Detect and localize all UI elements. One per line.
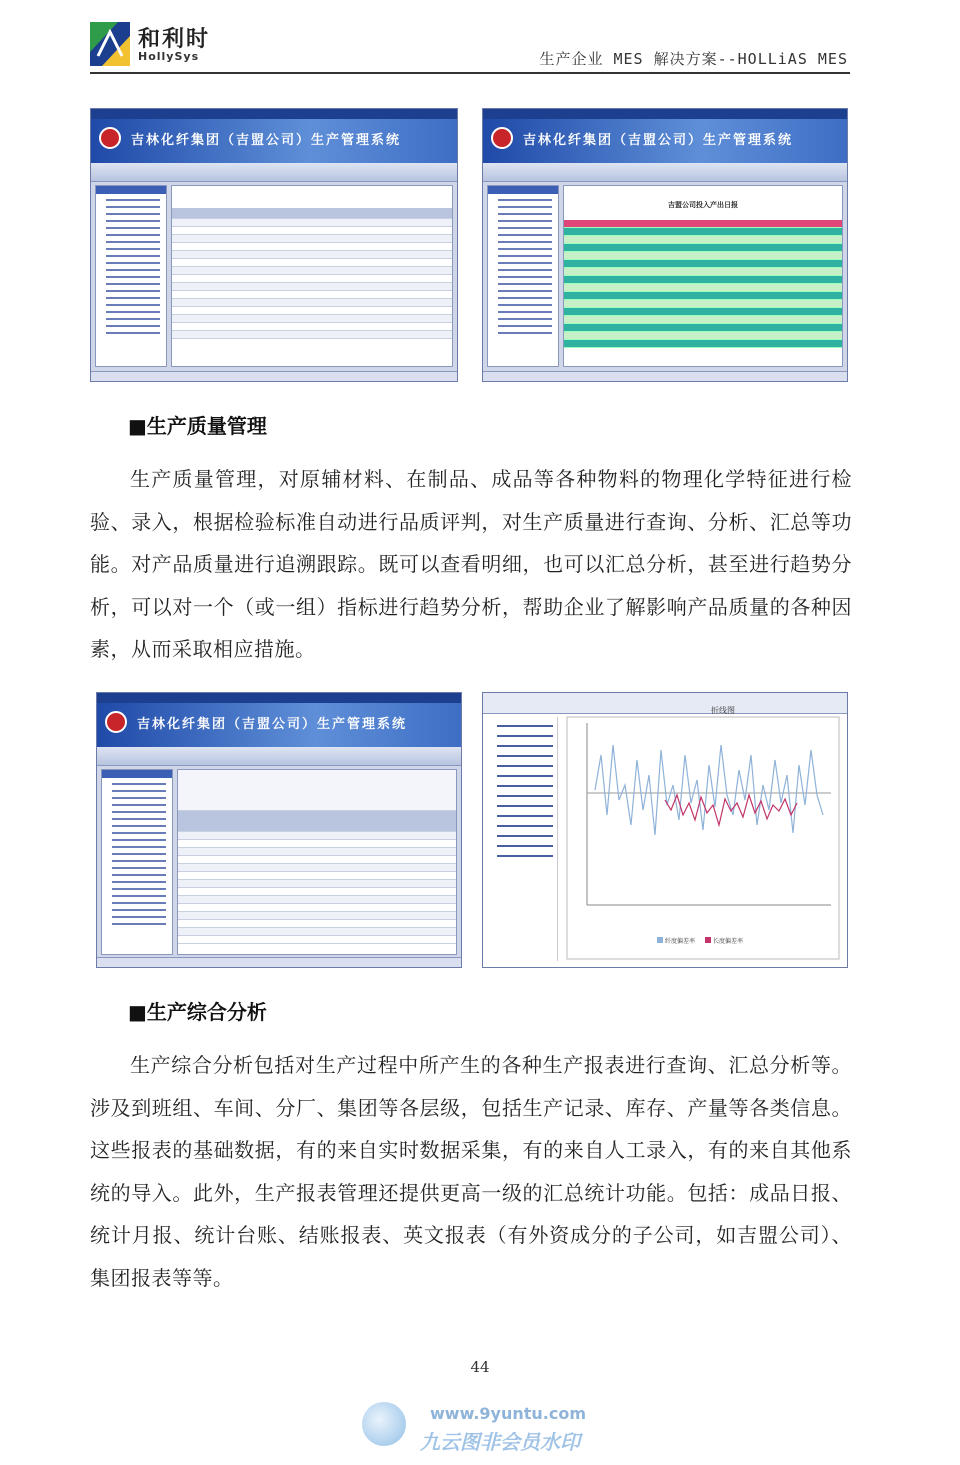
company-emblem-icon: [491, 127, 513, 149]
screenshot-trend-chart: [482, 692, 848, 968]
company-emblem-icon: [105, 711, 127, 733]
logo-chinese-name: 和利时: [138, 26, 211, 52]
paragraph-analysis: 生产综合分析包括对生产过程中所产生的各种生产报表进行查询、汇总分析等。涉及到班组、车间、分厂、集团等各层级，包括生产记录、库存、产量等各类信息。这些报表的基础数据，有的来自实时数据采集，有的来自人工录入，有的来自其他系统的导入。此外，生产报表管理还提供更高一级的汇总统计功能。包括：成品日报、统计月报、统计台账、结账报表、英文报表（有外资成分的子公司，如吉盟公司）、集团报表等等。: [90, 1053, 852, 1290]
indicator-list: [487, 717, 558, 961]
system-title: 吉林化纤集团（吉盟公司）生产管理系统: [131, 133, 402, 148]
legend-series-2: 长度偏差率: [713, 938, 744, 945]
header-divider: [90, 72, 850, 74]
company-emblem-icon: [99, 127, 121, 149]
watermark-cloud-icon: [362, 1402, 406, 1446]
watermark-text: 九云图非会员水印: [420, 1430, 580, 1454]
system-banner: [97, 703, 461, 747]
legend-series-1: 纤度偏差率: [665, 938, 696, 945]
hollysys-logo: [90, 22, 130, 66]
trend-line-chart: [565, 715, 841, 961]
toolbar: [97, 747, 461, 766]
report-title: 吉盟公司投入产出日报: [668, 201, 738, 209]
toolbar: [483, 163, 847, 182]
screenshot-quality-inspection: [96, 692, 462, 968]
toolbar: [91, 163, 457, 182]
inspection-table: [177, 769, 457, 955]
section-heading-quality: ■生产质量管理: [128, 414, 267, 438]
records-table: [171, 185, 453, 367]
section-heading-analysis: ■生产综合分析: [128, 1000, 267, 1024]
system-title: 吉林化纤集团（吉盟公司）生产管理系统: [523, 133, 794, 148]
status-bar: [97, 957, 461, 967]
nav-tree: [101, 769, 173, 955]
browser-title-bar: [91, 109, 457, 119]
watermark-url: www.9yuntu.com: [430, 1404, 587, 1423]
nav-tree: [487, 185, 559, 367]
chart-title: 折线图: [711, 706, 735, 715]
status-bar: [91, 371, 457, 381]
browser-title-bar: [483, 109, 847, 119]
screenshot-input-output-report: [482, 108, 848, 382]
nav-tree: [95, 185, 167, 367]
system-banner: [483, 119, 847, 163]
document-title: 生产企业 MES 解决方案--HOLLiAS MES: [539, 50, 848, 68]
paragraph-quality: 生产质量管理，对原辅材料、在制品、成品等各种物料的物理化学特征进行检验、录入，根据检验标准自动进行品质评判，对生产质量进行查询、分析、汇总等功能。对产品质量进行追溯跟踪。既可以查看明细，也可以汇总分析，甚至进行趋势分析，可以对一个（或一组）指标进行趋势分析，帮助企业了解影响产品质量的各种因素，从而采取相应措施。: [90, 467, 852, 661]
browser-title-bar: [97, 693, 461, 703]
logo-english-name: HollySys: [138, 50, 200, 63]
system-title: 吉林化纤集团（吉盟公司）生产管理系统: [137, 717, 408, 732]
status-bar: [483, 371, 847, 381]
report-panel: [563, 185, 843, 367]
system-banner: [91, 119, 457, 163]
page-number: 44: [470, 1358, 490, 1376]
screenshot-production-records: [90, 108, 458, 382]
